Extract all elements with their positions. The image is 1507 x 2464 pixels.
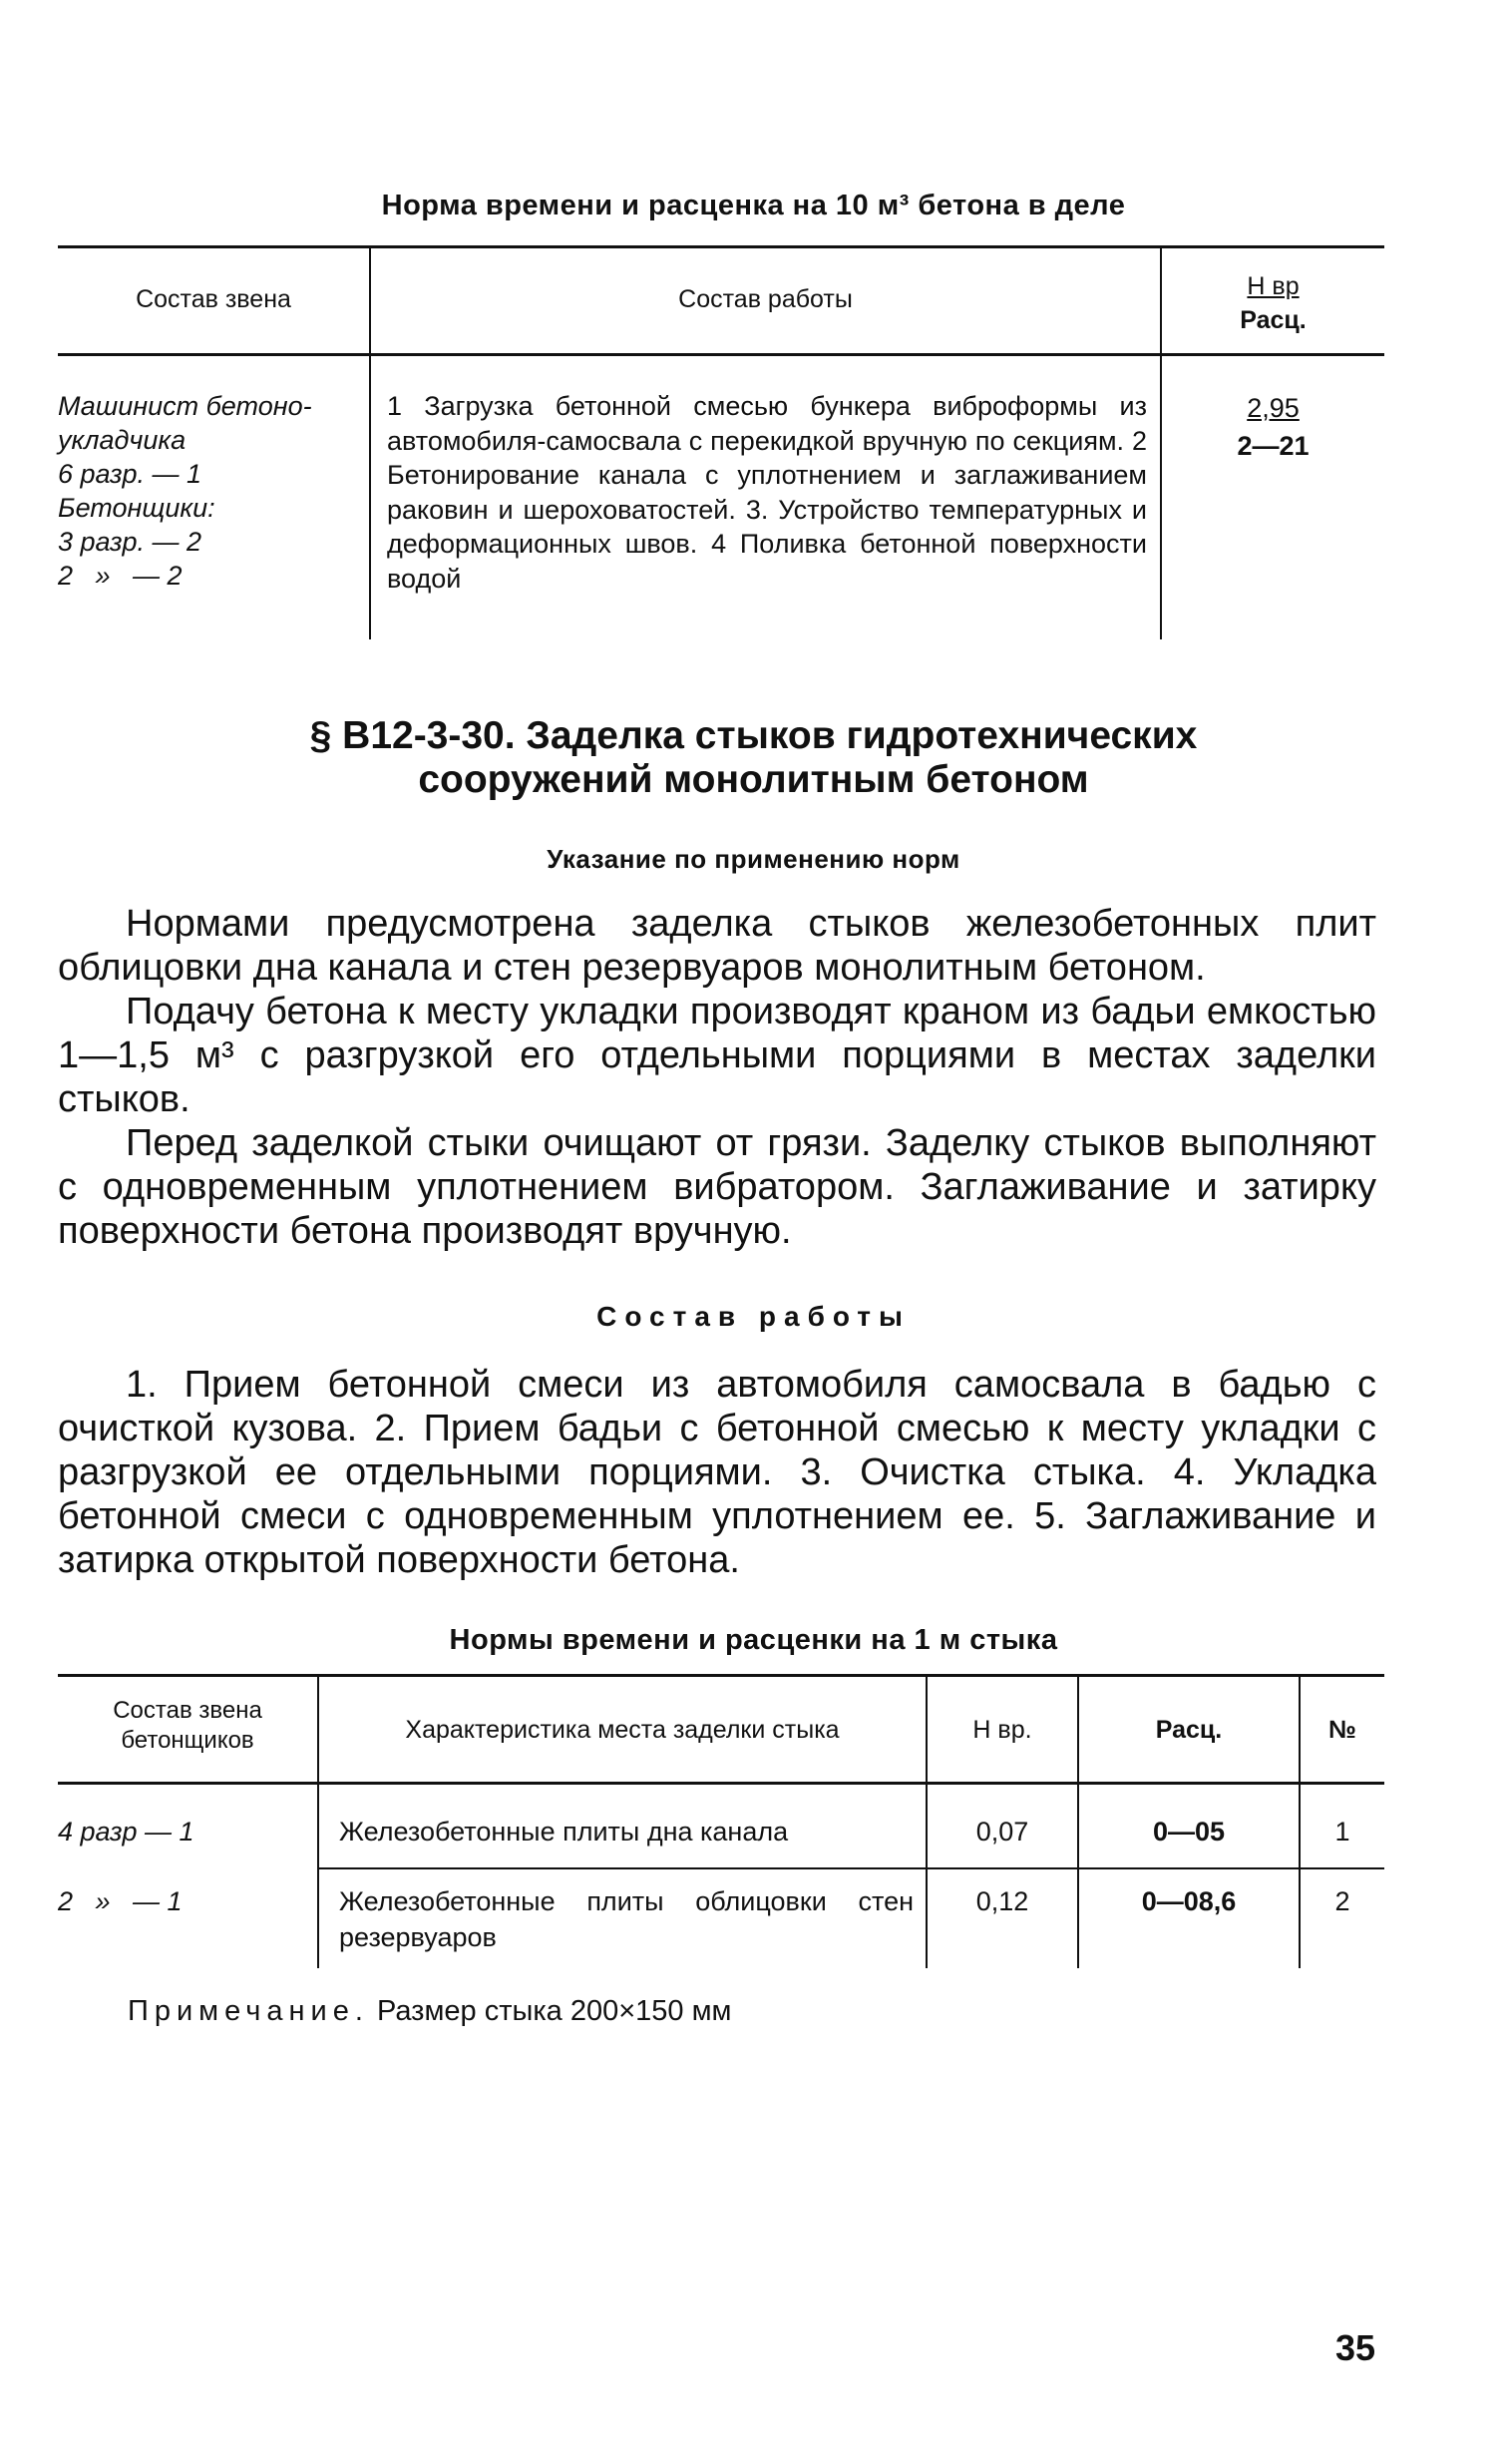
table2-row1-norm: 0,07	[975, 1817, 1029, 1847]
section-title-line1: § В12-3-30. Заделка стыков гидротехнических	[309, 714, 1198, 757]
table2-header-crew: Состав звена бетонщиков	[113, 1697, 262, 1754]
table1-crew-line: Бетонщики:	[58, 493, 215, 523]
table2-row-divider	[319, 1867, 1384, 1869]
guidance-heading: Указание по применению норм	[547, 844, 960, 874]
table1-norm-value: 2,95	[1247, 393, 1300, 423]
table1-norm-cell	[1162, 389, 1384, 465]
table1-header-norm-bottom: Расц.	[1240, 306, 1307, 334]
table1-crew-line: 3 разр. — 2	[58, 527, 202, 557]
table2-note	[128, 1995, 732, 2028]
work-heading: Состав работы	[596, 1301, 911, 1332]
table1-crew-line: 2 » — 2	[58, 561, 183, 591]
table1-price-value: 2—21	[1237, 431, 1310, 461]
table1-header-work: Состав работы	[678, 285, 853, 313]
table2-header-num: №	[1328, 1716, 1356, 1744]
table1-crew-line: 6 разр. — 1	[58, 459, 202, 489]
table1-crew-line: укладчика	[58, 425, 187, 455]
table2-header-norm: Н вр.	[972, 1716, 1032, 1744]
table2-row2-num: 2	[1334, 1886, 1350, 1916]
table1-header-norm	[1162, 269, 1384, 337]
table2-row1-price: 0—05	[1152, 1817, 1226, 1847]
page-number: 35	[1334, 2327, 1375, 2368]
table1-caption: Норма времени и расценка на 10 м³ бетона в деле	[381, 190, 1126, 221]
section-title-line2: сооружений монолитным бетоном	[418, 758, 1089, 801]
note-text: Размер стыка 200×150 мм	[376, 1995, 732, 2027]
guidance-paragraph-3: Перед заделкой стыки очищают от грязи. Заделку стыков выполняют с одновременным уплотнением вибратором. Заглаживание и затирку поверхности бетона производят вручную.	[58, 1122, 1376, 1252]
table1-header-norm-top: Н вр	[1247, 272, 1300, 300]
table1-work-cell: 1 Загрузка бетонной смесью бункера виброформы из автомобиля-самосвала с перекидкой вручную по секциям. 2 Бетонирование канала с уплотнением и заглаживанием раковин и шероховатостей. 3. Устройство температурных и деформационных швов. 4 Поливка бетонной поверхности водой	[387, 391, 1147, 594]
table1-top-rule	[58, 245, 1384, 248]
table1-header-crew: Состав звена	[136, 285, 291, 313]
table2-row1-location: Железобетонные плиты дна канала	[339, 1817, 789, 1847]
table2-row2-price: 0—08,6	[1141, 1886, 1237, 1916]
table2-row2-crew: 2 » — 1	[58, 1886, 183, 1916]
table2-caption: Нормы времени и расценки на 1 м стыка	[449, 1624, 1058, 1656]
guidance-paragraph-2: Подачу бетона к месту укладки производят краном из бадьи емкостью 1—1,5 м³ с разгрузкой его отдельными порциями в местах заделки стыков.	[58, 991, 1376, 1120]
table2-header-location: Характеристика места заделки стыка	[405, 1716, 840, 1744]
table1-crew-line: Машинист бетоно-	[58, 391, 312, 421]
table2-row1-num: 1	[1334, 1817, 1350, 1847]
table2-row2-norm: 0,12	[975, 1886, 1029, 1916]
table2-top-rule	[58, 1674, 1384, 1677]
table1-header-rule	[58, 353, 1384, 356]
table1-crew-cell	[58, 389, 362, 593]
guidance-paragraph-1: Нормами предусмотрена заделка стыков железобетонных плит облицовки дна канала и стен резервуаров монолитным бетоном.	[58, 903, 1376, 989]
table2-row1-crew: 4 разр — 1	[58, 1817, 194, 1847]
note-label: Примечание.	[128, 1995, 369, 2027]
work-paragraph: 1. Прием бетонной смеси из автомобиля самосвала в бадью с очисткой кузова. 2. Прием бадьи с бетонной смесью к месту укладки с разгрузкой ее отдельными порциями. 3. Очистка стыка. 4. Укладка бетонной смеси с одновременным уплотнением ее. 5. Заглаживание и затирка открытой поверхности бетона.	[58, 1364, 1376, 1581]
table2-header-price: Расц.	[1155, 1716, 1223, 1744]
table2-header-rule	[58, 1782, 1384, 1785]
table2-row2-location: Железобетонные плиты облицовки стен резервуаров	[339, 1886, 914, 1952]
